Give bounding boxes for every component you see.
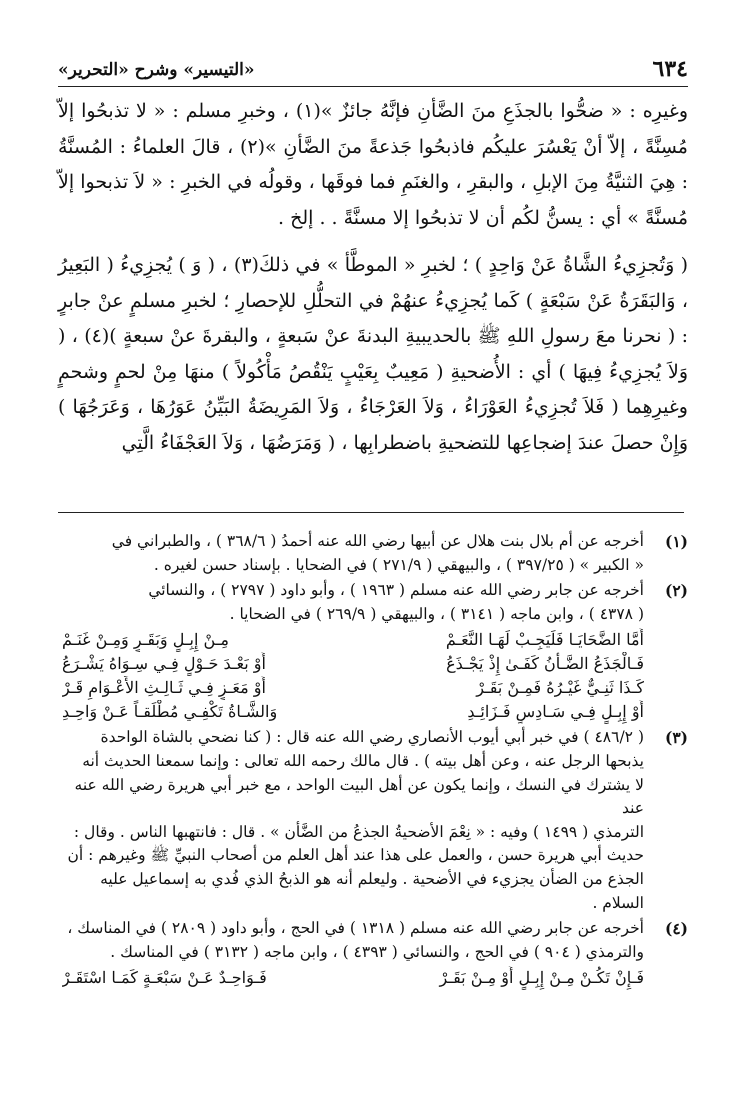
verse-second-hemistich: أَوْ بَعْـدَ حَـوْلٍ فِـي سِـوَاهُ يَشْـرَعُ [62,654,266,674]
footnote-separator [58,512,684,513]
footnote-number: (٢) [664,581,688,601]
footnotes [58,530,688,992]
verse-line [58,676,644,700]
footnote-line: ( ٤٣٧٨ ) ، وابن ماجه ( ٣١٤١ ) ، والبيهقي ( ٢٦٩/٩ ) في الضحايا . [229,604,644,623]
verse-first-hemistich: فَـالْجَذَعُ الضَّـأْنُ كَفَـىٰ إِذْ يَجْـذَعُ [446,654,644,674]
page-number: ٦٣٤ [652,56,688,82]
footnote [58,579,688,724]
verse-second-hemistich: أَوْ مَعَـزٍ فِـي ثَـالِـثِ الأَعْـوَامِ قَـرْ [62,678,266,698]
verse-line [58,628,644,652]
footnote [58,530,688,577]
footnote-line: والترمذي ( ٩٠٤ ) في الحج ، والنسائي ( ٤٣٩٣ ) ، وابن ماجه ( ٣١٣٢ ) في المناسك . [110,942,644,961]
footnote [58,917,688,990]
verse-line [58,652,644,676]
footnote [58,726,688,915]
footnote-number: (٣) [664,728,688,748]
footnote-number: (٤) [664,919,688,939]
running-head: «التيسير» وشرح «التحرير» [58,60,255,80]
header-rule [58,86,688,87]
footnote-line: أخرجه عن جابر رضي الله عنه مسلم ( ١٣١٨ ) في الحج ، وأبو داود ( ٢٨٠٩ ) في المناسك ، [67,919,644,938]
footnote-line: السلام . [592,893,644,912]
page-header [58,56,688,86]
verse-line [58,700,644,724]
verse-first-hemistich: كَـذَا ثَنِـيٌّ غَيْـرُهُ فَمِـنْ بَقَـرْ [476,678,644,698]
verse-second-hemistich: وَالشَّـاةُ تَكْفِـي مُطْلَقـاً عَـنْ وَاحِـدِ [62,702,278,722]
verse-second-hemistich: فَـوَاحِـدٌ عَـنْ سَبْعَـةٍ كَمَـا اسْتَقَـرْ [62,968,267,988]
footnote-line: حديث أبي هريرة حسن ، والعمل على هذا عند أهل العلم من أصحاب النبيِّ ﷺ وغيرهم : أن [67,846,644,865]
paragraph: ( وَتُجزِيءُ الشَّاةُ عَنْ وَاحِدٍ ) ؛ لخبرِ « الموطَّأ » في ذلكَ(٣) ، ( وَ ) يُجزِيءُ ( البَعِيرُ ، وَالبَقَرَةُ عَنْ سَبْعَةٍ ) كَما يُجزِيءُ عنهُمْ في التحلُّلِ للإحصارِ ؛ لخبرِ مسلمٍ عنْ جابرٍ : ( نحرنا معَ رسولِ اللهِ ﷺ بالحديبيةِ البدنةَ عنْ سَبعةٍ ، والبقرةَ عنْ سبعةٍ )(٤) ، ( وَلاَ يُجزِيءُ فِيهَا ) أي : الأُضحيةِ ( مَعِيبٌ بِعَيْبٍ يَنْقُصُ مَأْكُولاً ) منهَا مِنْ لحمٍ وشحمٍ وغيرِهِما ( فَلاَ تُجزِيءُ العَوْرَاءُ ، وَلاَ العَرْجَاءُ ، وَلاَ المَرِيضَةُ البَيِّنُ عَوَرُهَا ، وَعَرَجُهَا ) وَإِنْ حصلَ عندَ إضجاعِها للتضحيةِ باضطرابِها ، ( وَمَرَضُهَا ، وَلاَ العَجْفَاءُ الَّتِي [58,254,689,454]
footnote-line: الجذع من الضأن يجزيء في الأضحية . وليعلم أنه هو الذبحُ الذي فُدي به إسماعيل عليه [100,869,644,888]
verse-first-hemistich: أَوْ إِبِـلٍ فِـي سَـادِسٍ فَـزَائِـدِ [467,702,644,722]
main-text [58,94,688,461]
footnote-line: « الكبير » ( ٣٩٧/٢٥ ) ، والبيهقي ( ٢٧١/٩ ) في الضحايا . بإسناد حسن لغيره . [153,555,644,574]
verse-block [58,966,644,990]
footnote-line: يذبحها الرجل عنه ، وعن أهل بيته ) . قال مالك رحمه الله تعالى : وإنما سمعنا الحديث أنه [82,751,644,770]
paragraph: وغيرِه : « ضحُّوا بالجذَعِ منَ الضَّأنِ فإنَّهُ جائزٌ »(١) ، وخبرِ مسلم : « لا تذبحُوا إلاّ مُسِنَّةً ، إلاّ أنْ يَعْسُرَ عليكُم فاذبحُوا جَذعةً منَ الضَّأنِ »(٢) ، قالَ العلماءُ : المُسنَّةُ : هِيَ الثنيَّةُ مِنَ الإبلِ ، والبقرِ ، والغنَمِ فما فوقَها ، وقولُه في الخبرِ : « لاَ تذبحوا إلاّ مُسنَّةً » أي : يسنُّ لكُم أن لا تذبحُوا إلا مسنَّةً . . إلخ . [58,100,688,229]
verse-block [58,628,644,724]
verse-first-hemistich: أَمَّا الضَّحَايَـا فَلَيَجِـبْ لَهَـا النَّعَـمْ [445,630,644,650]
footnote-line: أخرجه عن أم بلال بنت هلال عن أبيها رضي الله عنه أحمدُ ( ٣٦٨/٦ ) ، والطبراني في [111,532,644,550]
footnote-line: ( ٤٨٦/٢ ) في خبر أبي أيوب الأنصاري رضي الله عنه قال : ( كنا نضحي بالشاة الواحدة [100,728,644,747]
verse-line [58,966,644,990]
footnote-line: الترمذي ( ١٤٩٩ ) وفيه : « نِعْمَ الأضحيةُ الجذعُ من الضَّأن » . قال : فانتهبها الناس . وقال : [73,822,644,841]
footnote-number: (١) [664,532,688,551]
verse-second-hemistich: مِـنْ إِبِـلٍ وَبَقَـرٍ وَمِـنْ غَنَـمْ [62,630,229,650]
footnote-line: لا يشترك في النسك ، وإنما يكون عن أهل البيت الواحد ، مع خبر أبي هريرة رضي الله عنه عند [74,775,644,818]
footnote-line: أخرجه عن جابر رضي الله عنه مسلم ( ١٩٦٣ ) ، وأبو داود ( ٢٧٩٧ ) ، والنسائي [148,581,644,600]
verse-first-hemistich: فَـإِنْ تَكُـنْ مِـنْ إِبِـلٍ أَوْ مِـنْ بَقَـرْ [439,968,644,988]
